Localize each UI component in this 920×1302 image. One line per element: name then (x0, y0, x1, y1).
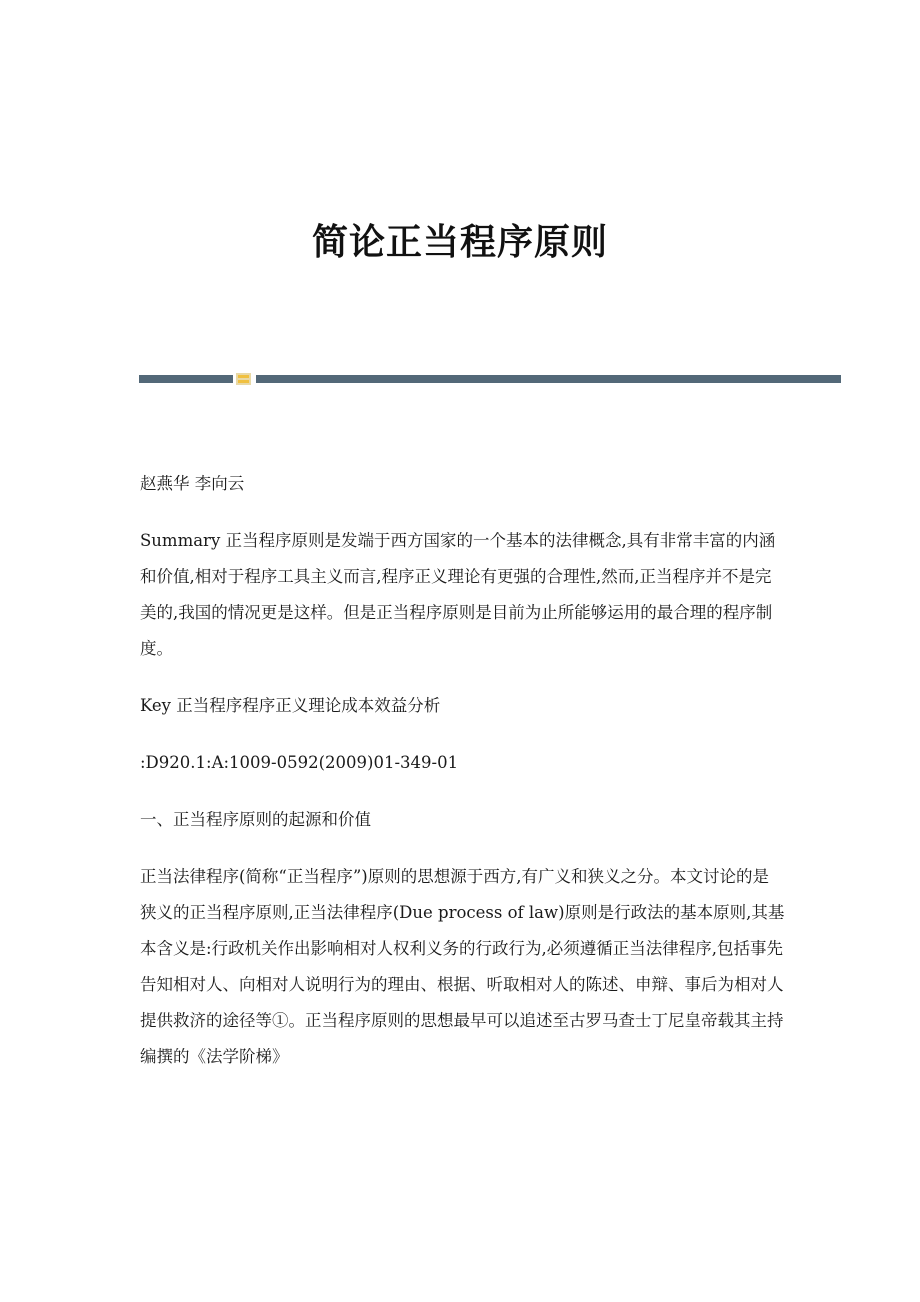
title-divider (139, 375, 841, 383)
authors: 赵燕华 李向云 (140, 474, 245, 493)
divider-bar-right (256, 375, 841, 383)
classification-line: :D920.1:A:1009-0592(2009)01-349-01 (140, 753, 459, 772)
divider-ornament-icon (236, 373, 251, 385)
keywords-line: Key 正当程序程序正义理论成本效益分析 (140, 696, 441, 715)
document-body (140, 466, 785, 1096)
summary-paragraph: Summary 正当程序原则是发端于西方国家的一个基本的法律概念,具有非常丰富的内涵和价值,相对于程序工具主义而言,程序正义理论有更强的合理性,然而,正当程序并不是完美的,我国的情况更是这样。但是正当程序原则是目前为止所能够运用的最合理的程序制度。 (140, 531, 776, 658)
section-heading: 一、正当程序原则的起源和价值 (140, 810, 371, 829)
document-title: 简论正当程序原则 (311, 222, 608, 263)
divider-bar-left (139, 375, 233, 383)
body-paragraph: 正当法律程序(简称“正当程序”)原则的思想源于西方,有广义和狭义之分。本文讨论的是狭义的正当程序原则,正当法律程序(Due process of law)原则是行政法的基本原则,其基本含义是:行政机关作出影响相对人权利义务的行政行为,必须遵循正当法律程序,包括事先告知相对人、向相对人说明行为的理由、根据、听取相对人的陈述、申辩、事后为相对人提供救济的途径等①。正当程序原则的思想最早可以追述至古罗马查士丁尼皇帝载其主持编撰的《法学阶梯》 (140, 867, 785, 1066)
